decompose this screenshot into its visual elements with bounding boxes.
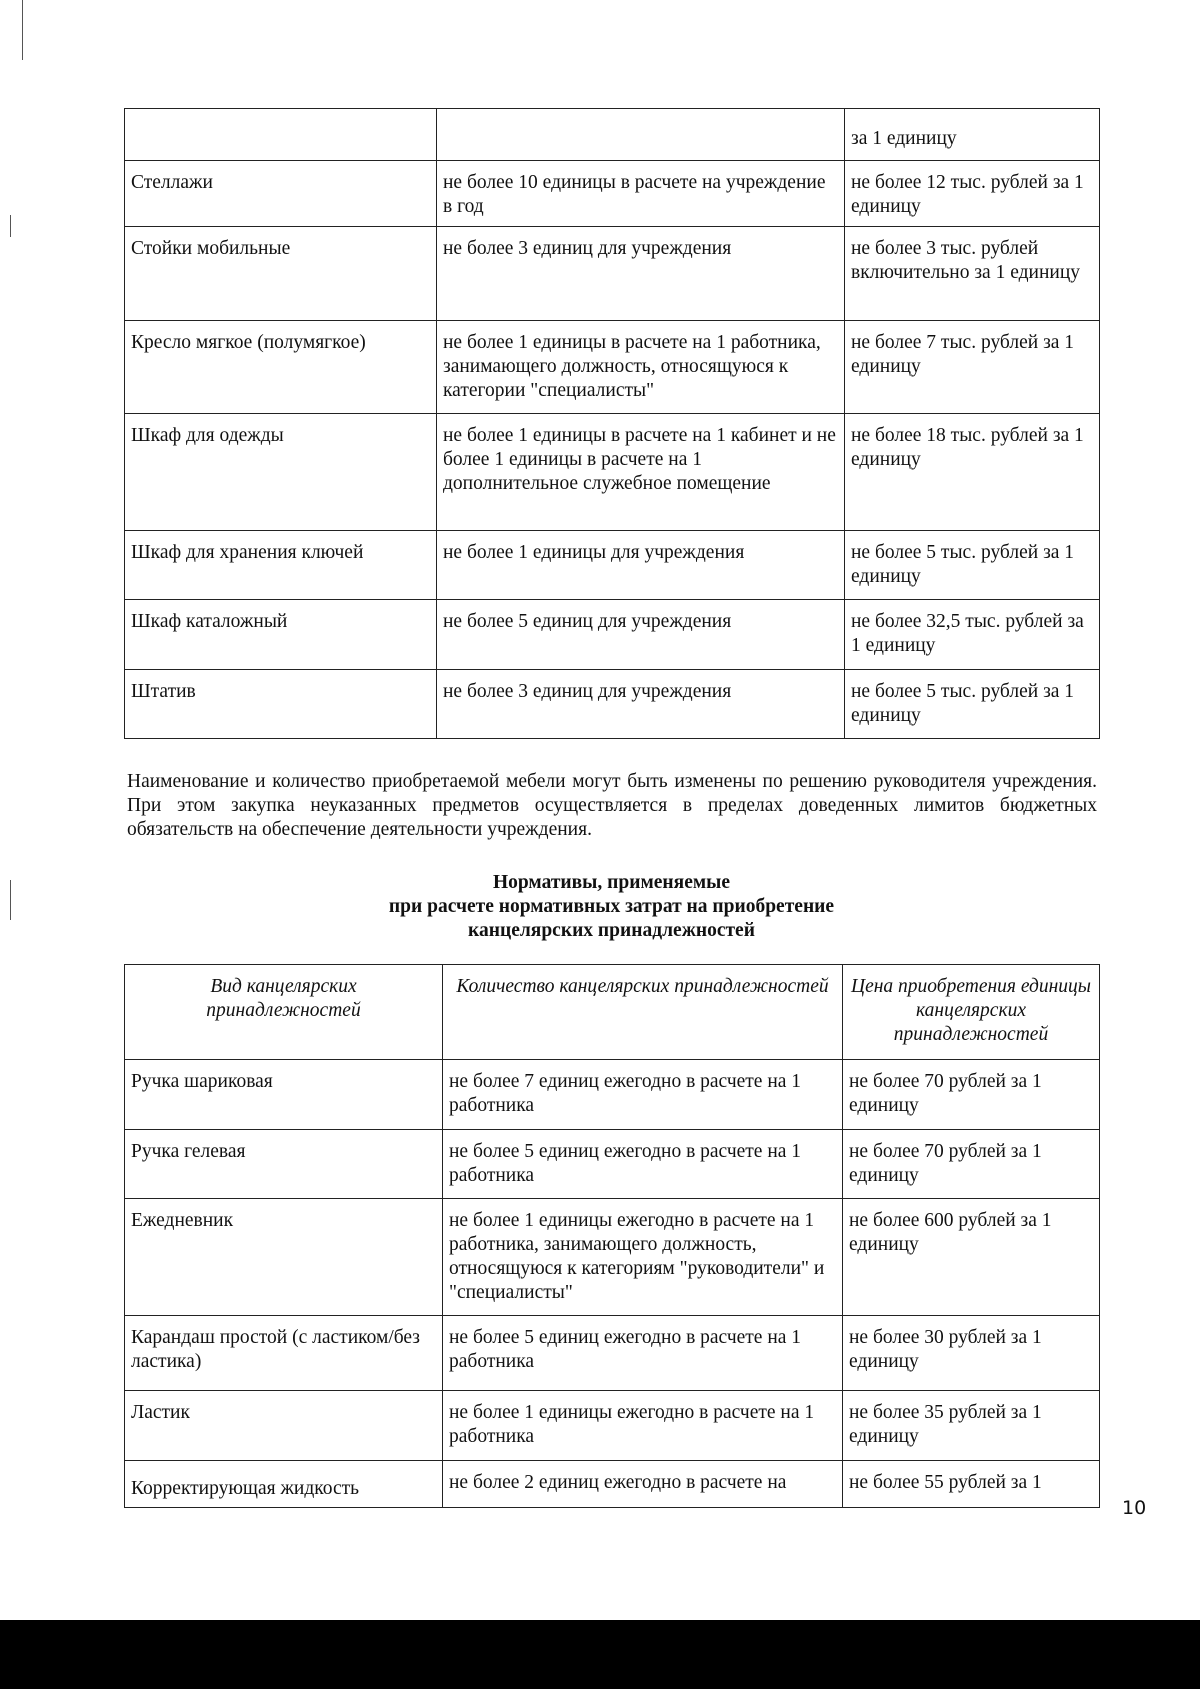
item-name-cell: Шкаф для одежды — [125, 414, 437, 531]
item-price-cell: не более 70 рублей за 1 единицу — [843, 1130, 1100, 1199]
item-quantity-cell: не более 10 единицы в расчете на учреждение в год — [437, 161, 845, 227]
table-row — [125, 1060, 1100, 1130]
table-row — [125, 227, 1100, 321]
note-paragraph: Наименование и количество приобретаемой мебели могут быть изменены по решению руководителя учреждения. При этом закупка неуказанных предметов осуществляется в пределах доведенных лимитов бюджетных обязательств на обеспечение деятельности учреждения. — [127, 771, 1097, 840]
table-row — [125, 1199, 1100, 1316]
item-name-cell: Шкаф каталожный — [125, 600, 437, 670]
item-name-cell: Ежедневник — [125, 1199, 443, 1316]
item-price-cell: не более 32,5 тыс. рублей за 1 единицу — [845, 600, 1100, 670]
item-price-cell: не более 12 тыс. рублей за 1 единицу — [845, 161, 1100, 227]
column-header-price: Цена приобретения единицы канцелярских принадлежностей — [843, 965, 1100, 1060]
item-name-cell — [125, 109, 437, 161]
item-quantity-cell: не более 2 единиц ежегодно в расчете на — [443, 1461, 843, 1508]
table-row — [125, 670, 1100, 739]
item-price-cell: не более 3 тыс. рублей включительно за 1 единицу — [845, 227, 1100, 321]
item-price-cell: не более 35 рублей за 1 единицу — [843, 1391, 1100, 1461]
item-name-cell: Шкаф для хранения ключей — [125, 531, 437, 600]
column-header-type: Вид канцелярских принадлежностей — [125, 965, 443, 1060]
table-row — [125, 1316, 1100, 1391]
table-row — [125, 321, 1100, 414]
item-quantity-cell: не более 1 единицы в расчете на 1 работника, занимающего должность, относящуюся к категории "специалисты" — [437, 321, 845, 414]
scan-artifact-line — [22, 0, 23, 60]
section-heading-line: при расчете нормативных затрат на приобретение — [388, 896, 835, 917]
item-name-cell: Кресло мягкое (полумягкое) — [125, 321, 437, 414]
table-row — [125, 1130, 1100, 1199]
table-row — [125, 600, 1100, 670]
item-price-cell: не более 600 рублей за 1 единицу — [843, 1199, 1100, 1316]
item-price-cell: не более 5 тыс. рублей за 1 единицу — [845, 531, 1100, 600]
item-name-cell: Карандаш простой (с ластиком/без ластика) — [125, 1316, 443, 1391]
section-heading-line: Нормативы, применяемые — [492, 872, 731, 893]
item-quantity-cell: не более 7 единиц ежегодно в расчете на 1 работника — [443, 1060, 843, 1130]
item-price-cell: не более 30 рублей за 1 единицу — [843, 1316, 1100, 1391]
item-price-cell: за 1 единицу — [845, 109, 1100, 161]
item-name-cell: Ластик — [125, 1391, 443, 1461]
scan-artifact-line — [10, 880, 11, 920]
table-row — [125, 109, 1100, 161]
item-quantity-cell: не более 1 единицы ежегодно в расчете на 1 работника, занимающего должность, относящуюся к категориям "руководители" и "специалисты" — [443, 1199, 843, 1316]
item-quantity-cell: не более 5 единиц для учреждения — [437, 600, 845, 670]
item-quantity-cell: не более 5 единиц ежегодно в расчете на 1 работника — [443, 1130, 843, 1199]
item-quantity-cell: не более 3 единиц для учреждения — [437, 227, 845, 321]
item-quantity-cell: не более 1 единицы для учреждения — [437, 531, 845, 600]
item-quantity-cell — [437, 109, 845, 161]
item-name-cell: Корректирующая жидкость — [125, 1461, 443, 1508]
item-name-cell: Стеллажи — [125, 161, 437, 227]
furniture-norms-table — [124, 108, 1100, 739]
item-price-cell: не более 18 тыс. рублей за 1 единицу — [845, 414, 1100, 531]
table-row — [125, 161, 1100, 227]
page-number: 10 — [1122, 1497, 1147, 1519]
item-name-cell: Ручка гелевая — [125, 1130, 443, 1199]
item-name-cell: Штатив — [125, 670, 437, 739]
section-heading — [124, 871, 1099, 943]
item-name-cell: Стойки мобильные — [125, 227, 437, 321]
scan-artifact-line — [10, 215, 11, 237]
section-heading-line: канцелярских принадлежностей — [468, 920, 755, 941]
item-quantity-cell: не более 5 единиц ежегодно в расчете на 1 работника — [443, 1316, 843, 1391]
table-row — [125, 414, 1100, 531]
scan-border-band — [0, 1620, 1200, 1689]
item-price-cell: не более 70 рублей за 1 единицу — [843, 1060, 1100, 1130]
table-row — [125, 1391, 1100, 1461]
table-header-row — [125, 965, 1100, 1060]
item-price-cell: не более 5 тыс. рублей за 1 единицу — [845, 670, 1100, 739]
item-price-cell: не более 55 рублей за 1 — [843, 1461, 1100, 1508]
table-row — [125, 1461, 1100, 1508]
item-quantity-cell: не более 1 единицы ежегодно в расчете на 1 работника — [443, 1391, 843, 1461]
item-price-cell: не более 7 тыс. рублей за 1 единицу — [845, 321, 1100, 414]
item-quantity-cell: не более 1 единицы в расчете на 1 кабинет и не более 1 единицы в расчете на 1 дополнительное служебное помещение — [437, 414, 845, 531]
table-row — [125, 531, 1100, 600]
item-quantity-cell: не более 3 единиц для учреждения — [437, 670, 845, 739]
column-header-quantity: Количество канцелярских принадлежностей — [443, 965, 843, 1060]
item-name-cell: Ручка шариковая — [125, 1060, 443, 1130]
stationery-norms-table — [124, 964, 1100, 1508]
